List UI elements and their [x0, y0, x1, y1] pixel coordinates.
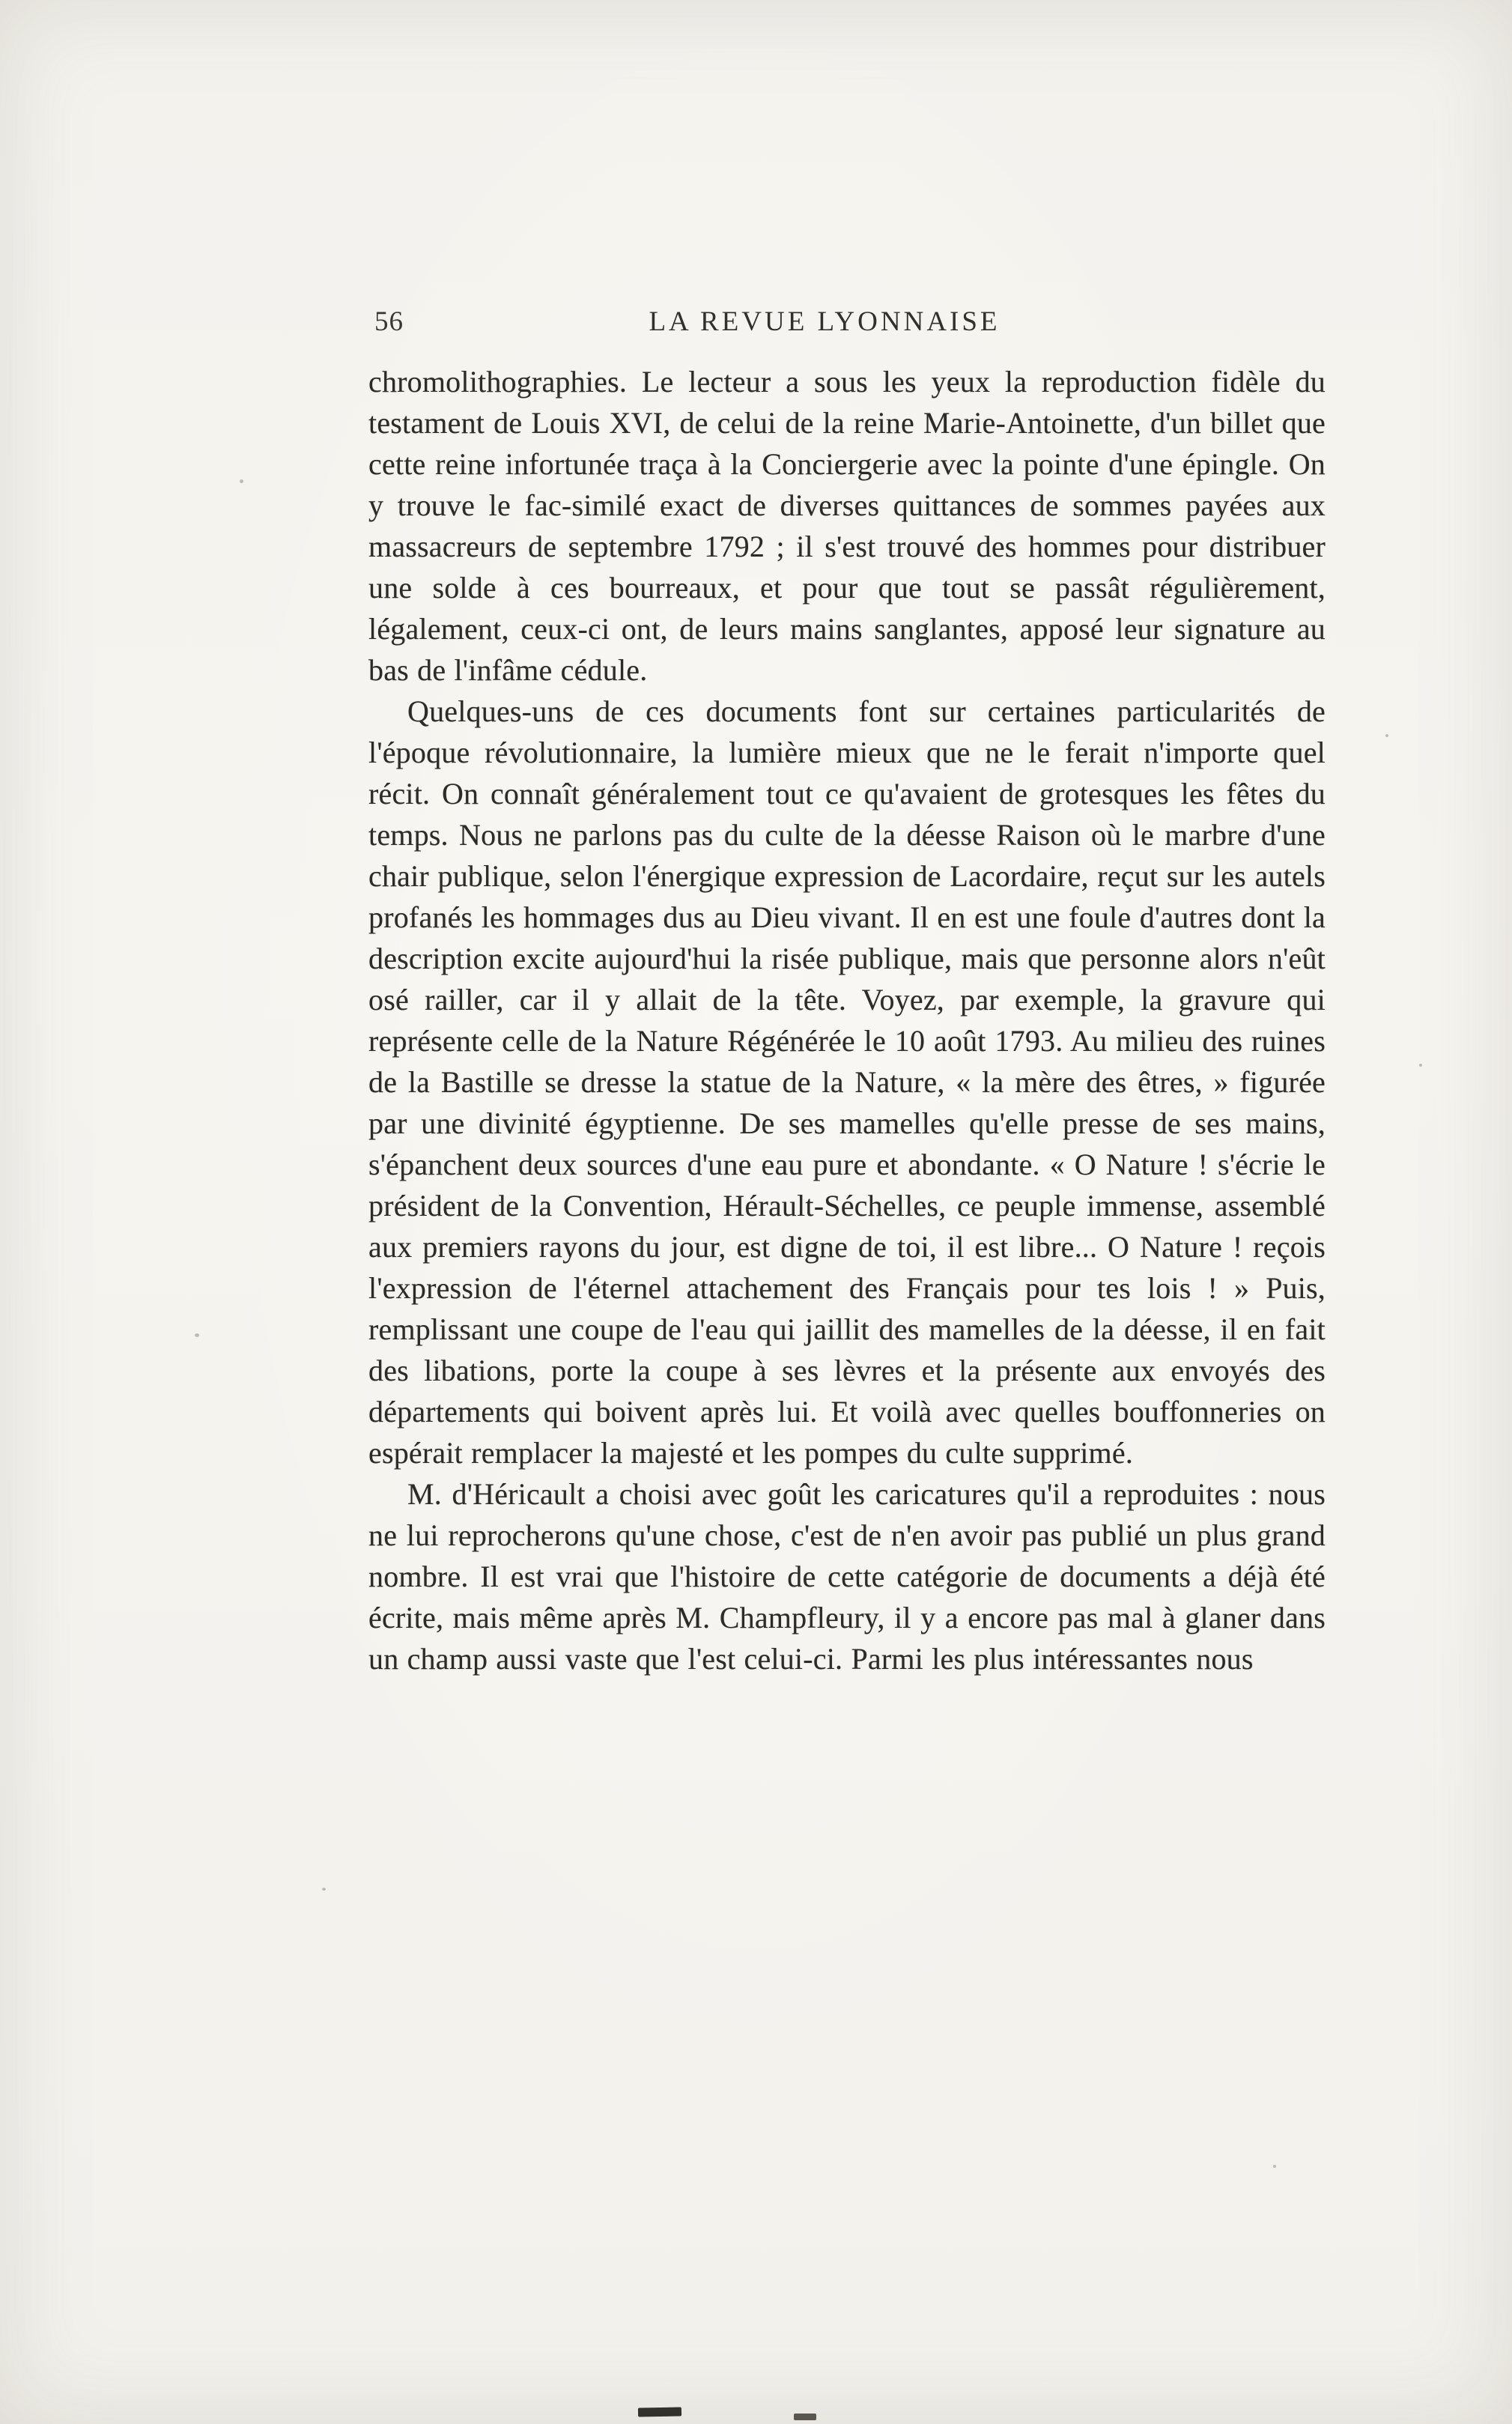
scan-speck [195, 1333, 199, 1337]
page-number: 56 [374, 306, 404, 337]
scan-edge-mark [638, 2407, 681, 2417]
paragraph-continued: chromolithographies. Le lecteur a sous les yeux la reproduction fidèle du testament de Louis XVI, de celui de la reine Marie-Antoinette, d'un billet que cette reine infortunée traça à la Conciergerie avec la pointe d'une épingle. On y trouve le fac-similé exact de diverses quittances de sommes payées aux massacreurs de septembre 1792 ; il s'est trouvé des hommes pour distribuer une solde à ces bourreaux, et pour que tout se passât régulièrement, légalement, ceux-ci ont, de leurs mains sanglantes, apposé leur signature au bas de l'infâme cédule. [368, 365, 1326, 687]
scan-edge-mark [794, 2414, 816, 2420]
scan-speck [240, 479, 243, 483]
journal-title: LA REVUE LYONNAISE [649, 306, 1001, 337]
scan-speck [1385, 734, 1388, 737]
scan-speck [1419, 1064, 1422, 1067]
paragraph: M. d'Héricault a choisi avec goût les caricatures qu'il a reproduites : nous ne lui reprocherons qu'une chose, c'est de n'en avoir pas publié un plus grand nombre. Il est vrai que l'histoire de cette catégorie de documents a déjà été écrite, mais même après M. Champfleury, il y a encore pas mal à glaner dans un champ aussi vaste que l'est celui-ci. Parmi les plus intéressantes nous [368, 1477, 1326, 1676]
text-block [368, 306, 1326, 1679]
scan-speck [1273, 2165, 1276, 2168]
paragraph: Quelques-uns de ces documents font sur certaines particularités de l'époque révolutionnaire, la lumière mieux que ne le ferait n'importe quel récit. On connaît généralement tout ce qu'avaient de grotesques les fêtes du temps. Nous ne parlons pas du culte de la déesse Raison où le marbre d'une chair publique, selon l'énergique expression de Lacordaire, reçut sur les autels profanés les hommages dus au Dieu vivant. Il en est une foule d'autres dont la description excite aujourd'hui la risée publique, mais que personne alors n'eût osé railler, car il y allait de la tête. Voyez, par exemple, la gravure qui représente celle de la Nature Régénérée le 10 août 1793. Au milieu des ruines de la Bastille se dresse la statue de la Nature, « la mère des êtres, » figurée par une divinité égyptienne. De ses mamelles qu'elle presse de ses mains, s'épanchent deux sources d'une eau pure et abondante. « O Nature ! s'écrie le président de la Convention, Hérault-Séchelles, ce peuple immense, assemblé aux premiers rayons du jour, est digne de toi, il est libre... O Nature ! reçois l'expression de l'éternel attachement des Français pour tes lois ! » Puis, remplissant une coupe de l'eau qui jaillit des mamelles de la déesse, il en fait des libations, porte la coupe à ses lèvres et la présente aux envoyés des départements qui boivent après lui. Et voilà avec quelles bouffonneries on espérait remplacer la majesté et les pompes du culte supprimé. [368, 694, 1326, 1470]
scan-speck [322, 1888, 326, 1891]
running-header [368, 306, 1326, 349]
